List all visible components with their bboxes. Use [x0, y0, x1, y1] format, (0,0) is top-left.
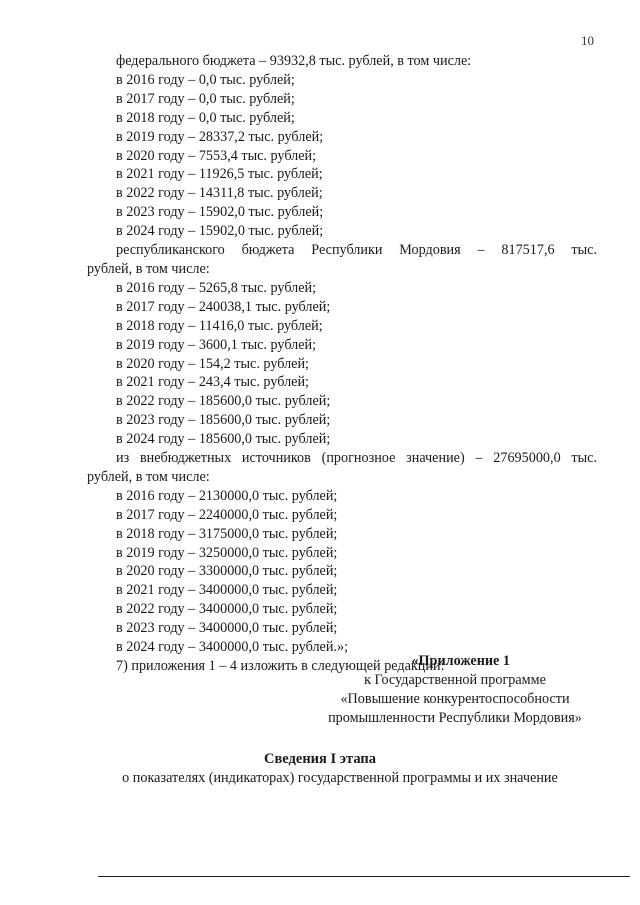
- extrabudget-year-line: в 2022 году – 3400000,0 тыс. рублей;: [116, 601, 338, 618]
- appendix-line: промышленности Республики Мордовия»: [328, 709, 582, 726]
- extrabudget-year-line: в 2020 году – 3300000,0 тыс. рублей;: [116, 563, 338, 580]
- page-number: 10: [581, 33, 594, 48]
- federal-year-line: в 2023 году – 15902,0 тыс. рублей;: [116, 204, 324, 221]
- republic-year-line: в 2020 году – 154,2 тыс. рублей;: [116, 355, 309, 372]
- extrabudget-year-line: в 2018 году – 3175000,0 тыс. рублей;: [116, 525, 338, 542]
- federal-header: федерального бюджета – 93932,8 тыс. рублей, в том числе:: [116, 53, 472, 69]
- item-7: 7) приложения 1 – 4 изложить в следующей редакции:: [116, 658, 445, 674]
- extrabudget-year-line: в 2024 году – 3400000,0 тыс. рублей.»;: [116, 639, 349, 656]
- extrabudget-year-line: в 2023 году – 3400000,0 тыс. рублей;: [116, 620, 338, 637]
- federal-year-line: в 2022 году – 14311,8 тыс. рублей;: [116, 185, 323, 202]
- republic-year-line: в 2023 году – 185600,0 тыс. рублей;: [116, 412, 331, 429]
- federal-year-line: в 2021 году – 11926,5 тыс. рублей;: [116, 166, 323, 183]
- extrabudget-year-line: в 2016 году – 2130000,0 тыс. рублей;: [116, 487, 338, 504]
- republic-year-line: в 2021 году – 243,4 тыс. рублей;: [116, 374, 309, 391]
- republic-year-line: в 2019 году – 3600,1 тыс. рублей;: [116, 336, 317, 353]
- extrabudget-year-line: в 2019 году – 3250000,0 тыс. рублей;: [116, 544, 338, 561]
- republic-year-line: в 2022 году – 185600,0 тыс. рублей;: [116, 393, 331, 410]
- republic-header-cont: рублей, в том числе:: [87, 260, 210, 277]
- extrabudget-header: из внебюджетных источников (прогнозное значение) – 27695000,0 тыс.: [116, 450, 597, 467]
- section-subtitle: о показателях (индикаторах) государственной программы и их значение: [122, 770, 558, 786]
- extrabudget-year-line: в 2021 году – 3400000,0 тыс. рублей;: [116, 582, 338, 599]
- federal-year-line: в 2020 году – 7553,4 тыс. рублей;: [116, 147, 317, 164]
- federal-year-line: в 2019 году – 28337,2 тыс. рублей;: [116, 128, 324, 145]
- federal-year-line: в 2024 году – 15902,0 тыс. рублей;: [116, 223, 324, 240]
- republic-year-line: в 2024 году – 185600,0 тыс. рублей;: [116, 431, 331, 448]
- republic-year-line: в 2016 году – 5265,8 тыс. рублей;: [116, 279, 317, 296]
- federal-year-line: в 2017 году – 0,0 тыс. рублей;: [116, 90, 295, 107]
- extrabudget-header-cont: рублей, в том числе:: [87, 468, 210, 485]
- appendix-header: [270, 652, 600, 728]
- federal-year-line: в 2018 году – 0,0 тыс. рублей;: [116, 109, 295, 126]
- appendix-title: «Приложение 1: [411, 653, 510, 669]
- appendix-line: «Повышение конкурентоспособности: [340, 690, 570, 707]
- federal-year-line: в 2016 году – 0,0 тыс. рублей;: [116, 71, 295, 88]
- budget-text: [87, 52, 597, 676]
- republic-year-line: в 2018 году – 11416,0 тыс. рублей;: [116, 317, 323, 334]
- footer-divider: [98, 876, 630, 877]
- republic-year-line: в 2017 году – 240038,1 тыс. рублей;: [116, 298, 331, 315]
- appendix-line: к Государственной программе: [364, 671, 546, 688]
- extrabudget-year-line: в 2017 году – 2240000,0 тыс. рублей;: [116, 506, 338, 523]
- republic-header: республиканского бюджета Республики Мордовия – 817517,6 тыс.: [116, 242, 597, 259]
- section-title: Сведения I этапа: [264, 751, 376, 767]
